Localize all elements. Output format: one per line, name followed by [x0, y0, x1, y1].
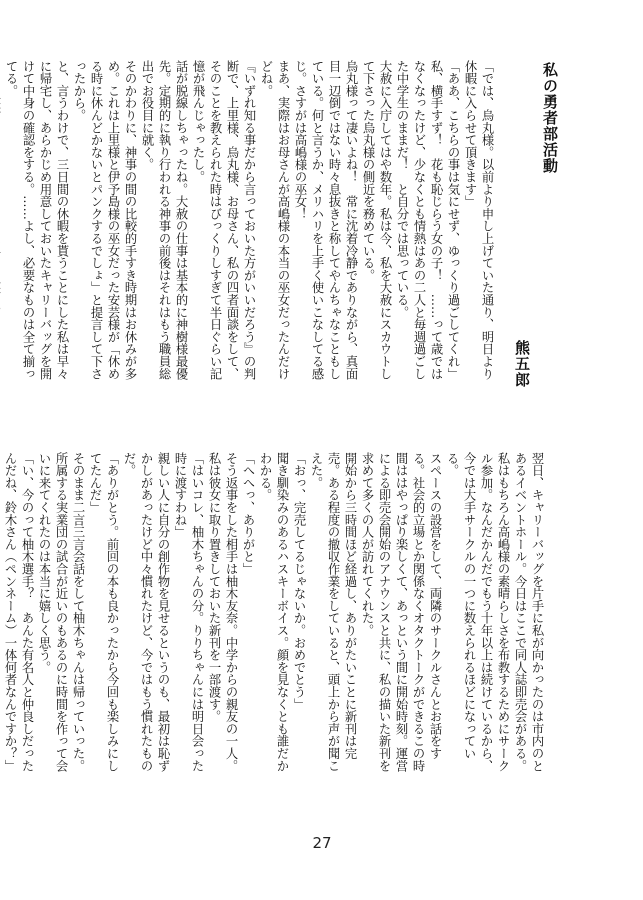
paragraph: 話が脱線しちゃったね。大赦の仕事は基本的に神樹様最優先。定期的に執り行われる神事の前後はそれはもう職員総出でお役目に就く。: [140, 60, 188, 380]
paragraph: 「おっ、完売してるじゃないか。おめでとう」: [292, 452, 306, 711]
paragraph: 大赦に入庁してはや数年。私は今、私を大赦にスカウトして下さった烏丸様の側近を務めている。: [361, 60, 392, 380]
paragraph: 『いずれ知る事だから言っておいた方がいいだろう』の判断で、上里様、烏丸様、お母さん、私の四者面談をして、そのことを教えられた時はびっくりしすぎて半日ぐらい記憶が飛んじゃったし。: [191, 60, 256, 380]
paragraph: 「い、今のって柚木選手？ あんた有名人と仲良しだったんだね、鈴木さん（ペンネーム）一体何者なんですか？」: [3, 452, 34, 772]
page-number: 27: [312, 834, 332, 852]
paragraph: 聞き馴染みのあるハスキーボイス。顔を見なくとも誰だかわかる。: [258, 452, 289, 772]
paragraph: まあ、実際はお母さんが高嶋様の本当の巫女だったんだけどね。: [259, 60, 290, 380]
paragraph: そのかわりに、神事の間の比較的手すき時期はお休みが多め。これは上里様と伊予島様の巫女だった安芸様が「休める時に休んどかないとパンクするでしょ」と提言して下さったから。: [72, 60, 137, 380]
paragraph: 「ありがとう。前回の本も良かったから今回も楽しみにしてたんだ」: [88, 452, 119, 772]
paragraph: スペースの設営をして、両隣のサークルさんとお話をする。社会的立場とか関係なくオタクトークができるこの時間ははやっぱり楽しくて、あっという間に開始時刻。運営による即売会開始のアナウンスと共に、私の描いた新刊を求めて多くの人が訪れてくれた。: [360, 452, 442, 772]
paragraph: 開始から三時間ほど経過し、ありがたいことに新刊は完売。ある程度の撤収作業をしていると、頭上から声が聞こえた。: [309, 452, 357, 772]
paragraph: 烏丸様って凄いよね！ 常に沈着冷静でありながら、真面目一辺倒ではない時々息抜きと称してやんちゃなこともしている。何と言うか、メリハリを上手く使いこなしてる感じ。さすがは高嶋様の巫女！: [293, 60, 358, 380]
paragraph: [0, 452, 1, 777]
paragraph: 「ああ、こちらの事は気にせず、ゆっくり過ごしてくれ」: [446, 60, 460, 380]
paragraph: 私、横手すず！ 花も恥じらう女の子！ ……って歳ではなくなったけど、少なくとも情熱はあの二人と毎週過ごした中学生のままだ！ と自分では思っている。: [395, 60, 443, 380]
paragraph: そのまま二言三言会話をして柚木ちゃんは帰っていった。所属する実業団の試合が近いのもあるのに時間を作って会いに来てくれたのは本当に嬉しく思う。: [37, 452, 85, 772]
paragraph: 翌日、キャリーバッグを片手に私が向かったのは市内のとあるイベントホール。今日はここで同人誌即売会がある。: [513, 452, 544, 772]
chapter-title: 私の勇者部活動: [541, 62, 559, 174]
paragraph: 「へへっ、ありがと」: [241, 452, 255, 575]
paragraph: 「では、烏丸様。以前より申し上げていた通り、明日より休暇に入らせて頂きます」: [463, 60, 494, 380]
lower-text-column: [3, 452, 545, 777]
paragraph: と、言うわけで、三日間の休暇を貰うことにした私は早々に帰宅し、あらかじめ用意しておいたキャリーバッグを開けて中身の確認をする。……よし、必要なものは全て揃ってる。: [4, 60, 69, 380]
paragraph: 「はいコレ、柚木ちゃんの分。りりちゃんには明日会った時に渡すわね」: [173, 452, 204, 772]
author-name: 熊五郎: [513, 340, 531, 388]
paragraph: そう返事をした相手は柚木友奈。中学からの親友の一人。私は彼女に取り置きしておいた新刊を一部渡す。: [207, 452, 238, 772]
paragraph: [0, 60, 2, 385]
paragraph: 私はもちろん高嶋様の素晴らしさを布教するためにサークル参加。なんだかんだでもう十年以上は続けているから、今では大手サークルの一つに数えられるほどになっている。: [445, 452, 510, 772]
upper-text-column: [4, 60, 495, 385]
paragraph: 親しい人に自分の創作物を見せるというのも、最初は恥ずかしがあったけど中々慣れたけど、今ではもう慣れたものだ。: [122, 452, 170, 772]
